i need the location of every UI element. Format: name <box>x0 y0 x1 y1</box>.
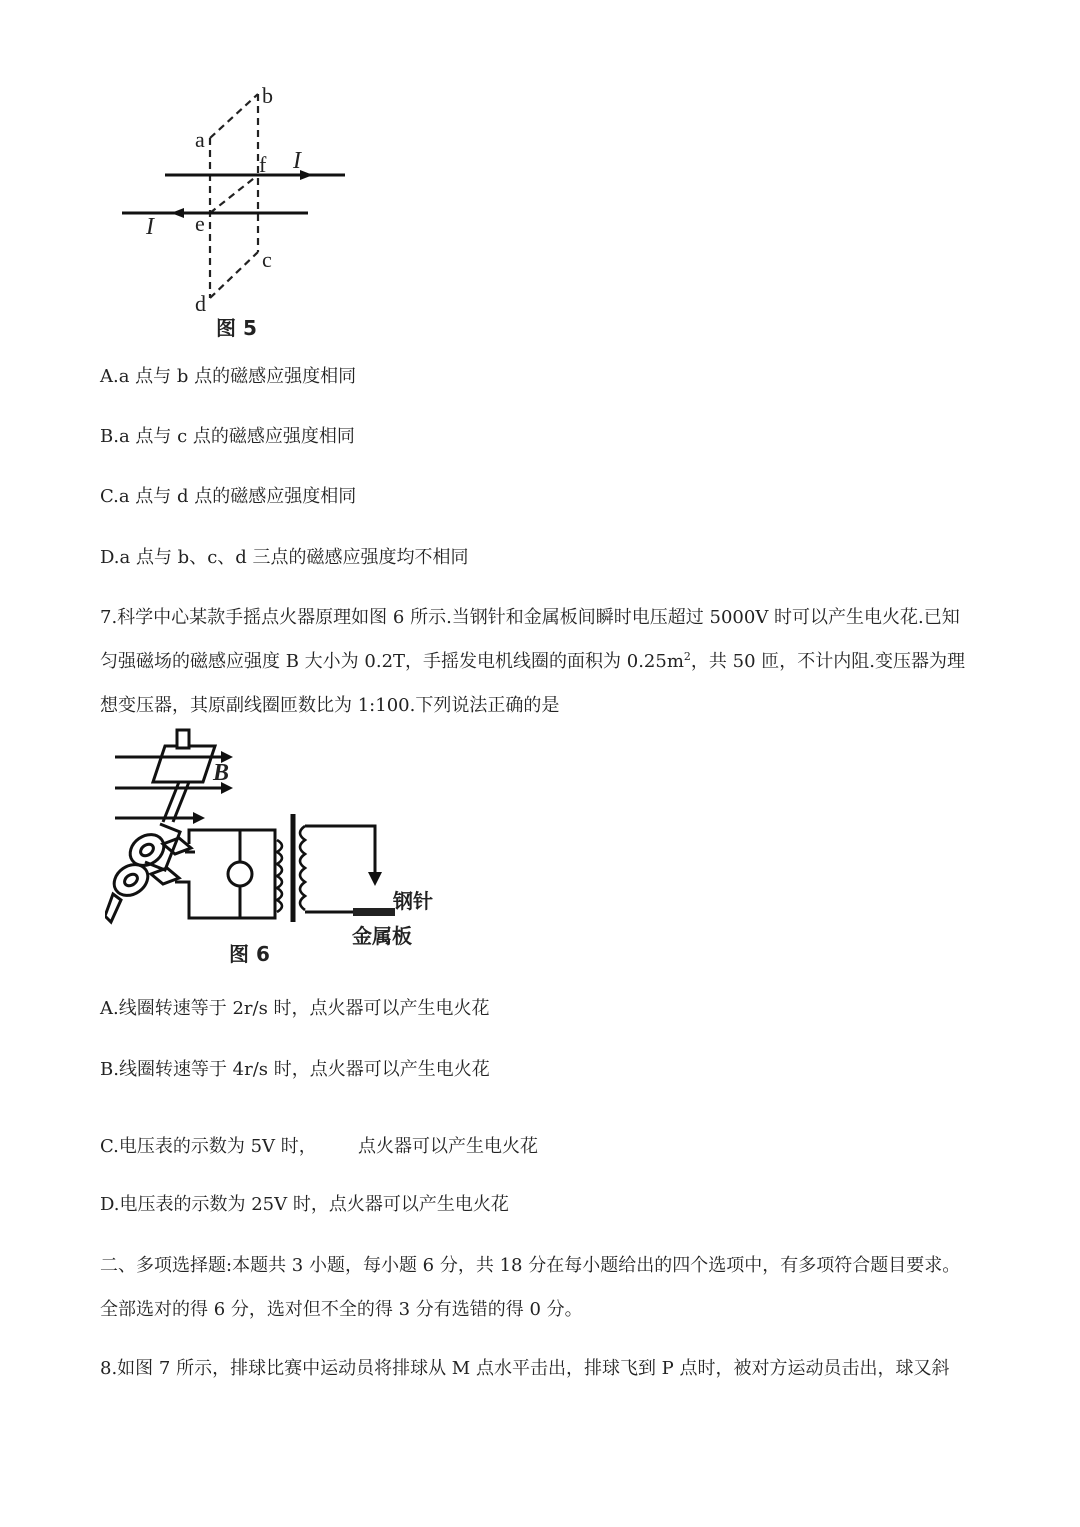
q7-line-2-sup: 2 <box>683 650 691 663</box>
label-current-top: I <box>293 148 301 174</box>
q6-option-d: D.a 点与 b、c、d 三点的磁感应强度均不相同 <box>100 547 469 568</box>
section-2-line-1: 二、多项选择题:本题共 3 小题，每小题 6 分，共 18 分在每小题给出的四个选项中，有多项符合题目要求。 <box>100 1255 961 1276</box>
q7-stem <box>100 596 985 728</box>
figure-6 <box>105 722 445 966</box>
label-metal-plate: 金属板 <box>352 924 412 948</box>
section-2-instructions <box>100 1244 985 1332</box>
q7-option-b: B.线圈转速等于 4r/s 时，点火器可以产生电火花 <box>100 1059 490 1080</box>
q7-line-3: 想变压器，其原副线圈匝数比为 1:100.下列说法正确的是 <box>100 695 560 716</box>
label-d: d <box>195 291 206 316</box>
q6-option-a: A.a 点与 b 点的磁感应强度相同 <box>100 366 357 387</box>
q6-option-c: C.a 点与 d 点的磁感应强度相同 <box>100 486 357 507</box>
q7-line-1: 7.科学中心某款手摇点火器原理如图 6 所示.当钢针和金属板间瞬时电压超过 5000V 时可以产生电火花.已知 <box>100 607 960 628</box>
label-b: b <box>262 83 273 108</box>
figure-5-caption: 图 5 <box>216 316 257 340</box>
q7-line-2-pre: 匀强磁场的磁感应强度 B 大小为 0.2T，手摇发电机线圈的面积为 0.25m <box>100 651 684 672</box>
label-c: c <box>262 247 272 272</box>
figure-6-caption: 图 6 <box>229 942 270 966</box>
q7-option-c-part1: C.电压表的示数为 5V 时， <box>100 1136 317 1157</box>
q6-option-b: B.a 点与 c 点的磁感应强度相同 <box>100 426 355 447</box>
figure-5 <box>110 80 370 340</box>
q7-option-d: D.电压表的示数为 25V 时，点火器可以产生电火花 <box>100 1194 509 1215</box>
label-needle: 钢针 <box>393 889 433 913</box>
q7-option-a: A.线圈转速等于 2r/s 时，点火器可以产生电火花 <box>100 998 490 1019</box>
label-f: f <box>259 152 267 177</box>
label-magnetic-field: B <box>213 760 230 786</box>
label-e: e <box>195 211 205 236</box>
q7-line-2 <box>100 640 985 684</box>
q7-line-2-post: ，共 50 匝，不计内阻.变压器为理 <box>690 651 965 672</box>
q7-option-c-part2: 点火器可以产生电火花 <box>358 1136 538 1157</box>
q8-stem: 8.如图 7 所示，排球比赛中运动员将排球从 M 点水平击出，排球飞到 P 点时，被对方运动员击出，球又斜 <box>100 1358 950 1379</box>
label-current-left: I <box>146 214 154 240</box>
label-a: a <box>195 127 205 152</box>
section-2-line-2: 全部选对的得 6 分，选对但不全的得 3 分有选错的得 0 分。 <box>100 1299 583 1320</box>
